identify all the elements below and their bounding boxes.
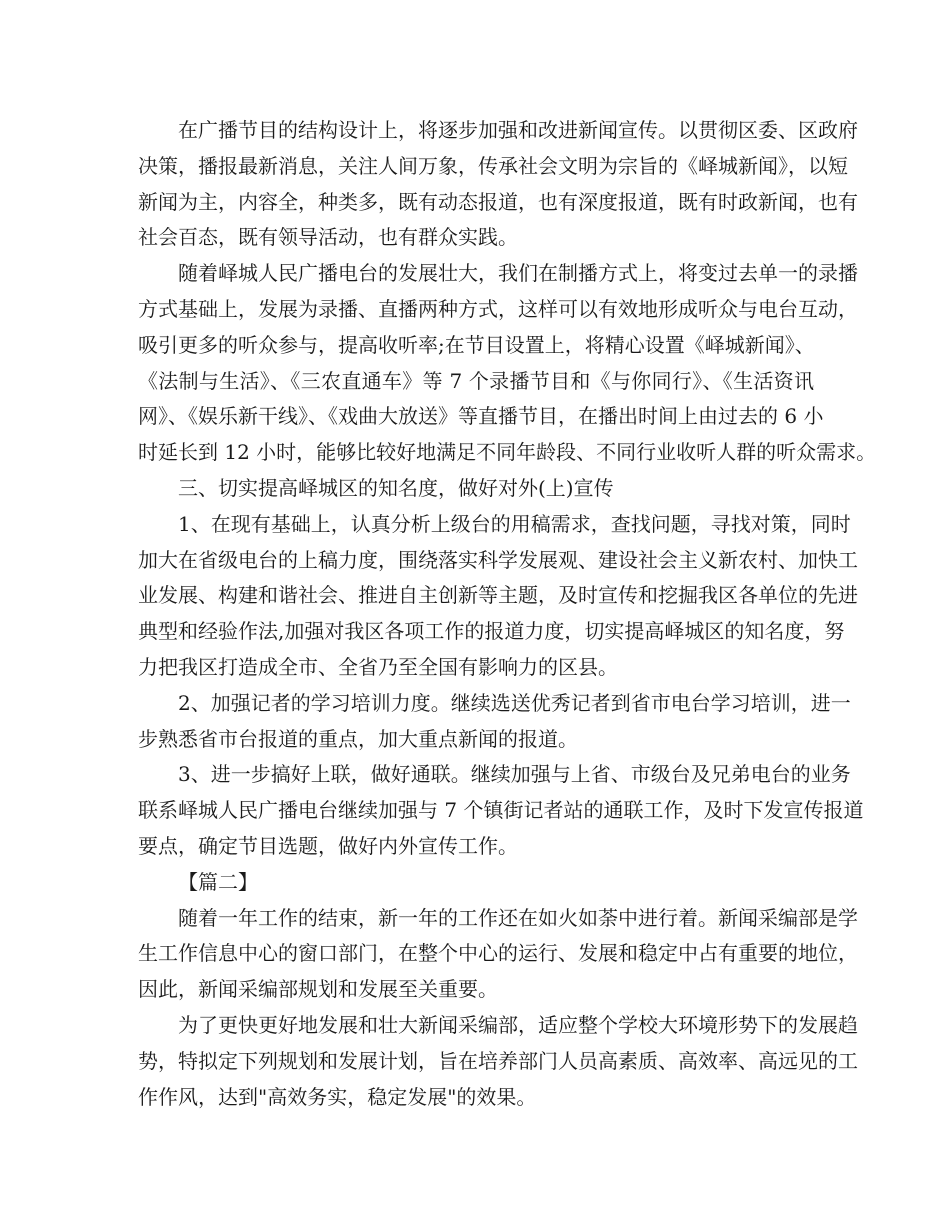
paragraph-line: 联系峄城人民广播电台继续加强与 7 个镇街记者站的通联工作，及时下发宣传报道 bbox=[138, 798, 864, 823]
paragraph-line: 三、切实提高峄城区的知名度，做好对外(上)宣传 bbox=[178, 475, 614, 500]
paragraph bbox=[138, 507, 858, 686]
paragraph-line: 吸引更多的听众参与，提高收听率;在节目设置上，将精心设置《峄城新闻》、 bbox=[138, 332, 815, 357]
paragraph-line: 生工作信息中心的窗口部门，在整个中心的运行、发展和稳定中占有重要的地位， bbox=[138, 941, 858, 966]
paragraph-line: 要点，确定节目选题，做好内外宣传工作。 bbox=[138, 833, 518, 858]
paragraph-line: 业发展、构建和谐社会、推进自主创新等主题，及时宣传和挖掘我区各单位的先进 bbox=[138, 583, 858, 608]
paragraph-line: 力把我区打造成全市、全省乃至全国有影响力的区县。 bbox=[138, 654, 618, 679]
paragraph-line: 方式基础上，发展为录播、直播两种方式，这样可以有效地形成听众与电台互动， bbox=[138, 296, 858, 321]
paragraph bbox=[138, 686, 851, 758]
paragraph-line: 2、加强记者的学习培训力度。继续选送优秀记者到省市电台学习培训，进一 bbox=[178, 690, 851, 715]
paragraph bbox=[138, 1008, 858, 1115]
paragraph-line: 网》、《娱乐新干线》、《戏曲大放送》等直播节目，在播出时间上由过去的 6 小 bbox=[138, 404, 824, 429]
paragraph bbox=[138, 757, 864, 864]
paragraph bbox=[138, 471, 814, 507]
paragraph-line: 决策，播报最新消息，关注人间万象，传承社会文明为宗旨的《峄城新闻》，以短 bbox=[138, 153, 848, 178]
paragraph bbox=[138, 113, 858, 256]
paragraph-line: 作作风，达到"高效务实，稳定发展"的效果。 bbox=[138, 1084, 537, 1109]
paragraph-line: 典型和经验作法,加强对我区各项工作的报道力度，切实提高峄城区的知名度，努 bbox=[138, 619, 845, 644]
paragraph-line: 3、进一步搞好上联，做好通联。继续加强与上省、市级台及兄弟电台的业务 bbox=[178, 762, 851, 787]
paragraph-line: 为了更快更好地发展和壮大新闻采编部，适应整个学校大环境形势下的发展趋 bbox=[178, 1012, 858, 1037]
paragraph-line: 加大在省级电台的上稿力度，围绕落实科学发展观、建设社会主义新农村、加快工 bbox=[138, 547, 858, 572]
paragraph-line: 随着峄城人民广播电台的发展壮大，我们在制播方式上，将变过去单一的录播 bbox=[178, 261, 858, 286]
document-body bbox=[138, 113, 877, 1115]
paragraph bbox=[138, 901, 858, 1008]
paragraph-line: 【篇二】 bbox=[178, 869, 258, 894]
paragraph-line: 势，特拟定下列规划和发展计划，旨在培养部门人员高素质、高效率、高远见的工 bbox=[138, 1048, 858, 1073]
paragraph-line: 新闻为主，内容全，种类多，既有动态报道，也有深度报道，既有时政新闻，也有 bbox=[138, 189, 858, 214]
paragraph-line: 时延长到 12 小时，能够比较好地满足不同年龄段、不同行业收听人群的听众需求。 bbox=[138, 440, 877, 465]
paragraph-line: 在广播节目的结构设计上，将逐步加强和改进新闻宣传。以贯彻区委、区政府 bbox=[178, 118, 858, 142]
paragraph-line: 因此，新闻采编部规划和发展至关重要。 bbox=[138, 977, 498, 1002]
paragraph-line: 1、在现有基础上，认真分析上级台的用稿需求，查找问题，寻找对策，同时 bbox=[178, 511, 851, 536]
paragraph bbox=[138, 865, 814, 901]
paragraph bbox=[138, 256, 877, 471]
paragraph-line: 社会百态，既有领导活动，也有群众实践。 bbox=[138, 225, 518, 250]
paragraph-line: 步熟悉省市台报道的重点，加大重点新闻的报道。 bbox=[138, 726, 578, 751]
paragraph-line: 随着一年工作的结束，新一年的工作还在如火如荼中进行着。新闻采编部是学 bbox=[178, 905, 858, 930]
paragraph-line: 《法制与生活》、《三农直通车》等 7 个录播节目和《与你同行》、《生活资讯 bbox=[138, 368, 814, 393]
